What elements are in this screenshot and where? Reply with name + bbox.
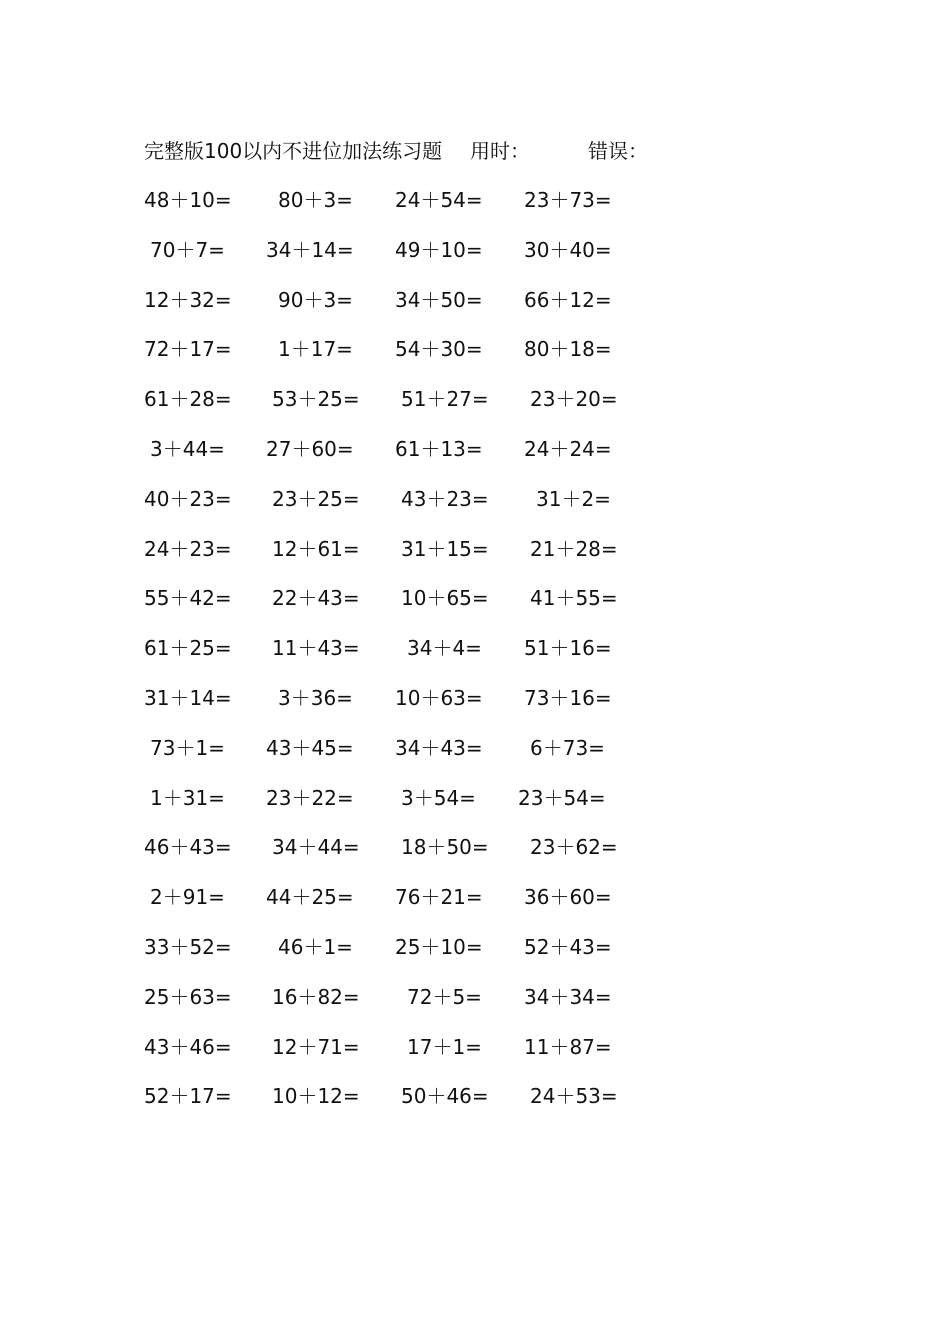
problem-cell: 53＋25=	[272, 387, 360, 412]
problem-cell: 80＋18=	[524, 337, 612, 362]
problem-row	[144, 535, 664, 585]
problem-cell: 33＋52=	[144, 934, 232, 959]
problem-cell: 23＋54=	[518, 785, 606, 810]
problem-cell: 17＋1=	[407, 1034, 482, 1059]
problem-row	[144, 236, 664, 286]
problem-cell: 6＋73=	[530, 735, 605, 760]
problem-cell: 50＋46=	[401, 1084, 489, 1109]
problem-cell: 40＋23=	[144, 486, 232, 511]
problem-cell: 44＋25=	[266, 885, 354, 910]
worksheet-title: 完整版100以内不进位加法练习题	[144, 139, 443, 163]
problem-cell: 23＋25=	[272, 486, 360, 511]
problem-cell: 23＋22=	[266, 785, 354, 810]
problem-cell: 34＋43=	[395, 735, 483, 760]
problem-cell: 51＋16=	[524, 636, 612, 661]
problem-cell: 25＋63=	[144, 984, 232, 1009]
problem-cell: 25＋10=	[395, 934, 483, 959]
problem-cell: 73＋1=	[150, 735, 225, 760]
problem-cell: 41＋55=	[530, 586, 618, 611]
time-label: 用时：	[470, 139, 530, 163]
problem-cell: 72＋5=	[407, 984, 482, 1009]
problem-row	[144, 286, 664, 336]
problem-cell: 34＋4=	[407, 636, 482, 661]
problem-cell: 43＋45=	[266, 735, 354, 760]
problem-cell: 11＋87=	[524, 1034, 612, 1059]
problem-cell: 66＋12=	[524, 287, 612, 312]
problem-cell: 34＋50=	[395, 287, 483, 312]
problem-cell: 48＋10=	[144, 188, 232, 212]
problem-row	[144, 634, 664, 684]
problem-row	[144, 186, 664, 236]
problem-cell: 31＋14=	[144, 685, 232, 710]
problem-cell: 2＋91=	[150, 885, 225, 910]
problem-row	[144, 784, 664, 834]
problem-cell: 49＋10=	[395, 237, 483, 262]
problem-cell: 1＋17=	[278, 337, 353, 362]
problem-cell: 34＋34=	[524, 984, 612, 1009]
problem-row	[144, 1033, 664, 1083]
problem-cell: 43＋46=	[144, 1034, 232, 1059]
problem-cell: 21＋28=	[530, 536, 618, 561]
problem-cell: 3＋44=	[150, 436, 225, 461]
problem-cell: 23＋20=	[530, 387, 618, 412]
problem-cell: 70＋7=	[150, 237, 225, 262]
problem-cell: 24＋23=	[144, 536, 232, 561]
problem-cell: 34＋14=	[266, 237, 354, 262]
problem-row	[144, 584, 664, 634]
problem-cell: 3＋36=	[278, 685, 353, 710]
problem-cell: 12＋61=	[272, 536, 360, 561]
problem-cell: 12＋71=	[272, 1034, 360, 1059]
problem-cell: 46＋1=	[278, 934, 353, 959]
problem-row	[144, 435, 664, 485]
problem-cell: 16＋82=	[272, 984, 360, 1009]
problem-row	[144, 983, 664, 1033]
problem-cell: 52＋17=	[144, 1084, 232, 1109]
problem-cell: 22＋43=	[272, 586, 360, 611]
problem-cell: 61＋28=	[144, 387, 232, 412]
problem-cell: 54＋30=	[395, 337, 483, 362]
error-label: 错误：	[588, 139, 648, 163]
problem-cell: 10＋63=	[395, 685, 483, 710]
problem-cell: 24＋24=	[524, 436, 612, 461]
problem-cell: 73＋16=	[524, 685, 612, 710]
problem-cell: 80＋3=	[278, 188, 353, 212]
problem-cell: 3＋54=	[401, 785, 476, 810]
problem-cell: 24＋53=	[530, 1084, 618, 1109]
problem-row	[144, 933, 664, 983]
problem-row	[144, 485, 664, 535]
problem-cell: 76＋21=	[395, 885, 483, 910]
problem-cell: 90＋3=	[278, 287, 353, 312]
problem-cell: 52＋43=	[524, 934, 612, 959]
problem-row	[144, 385, 664, 435]
problem-cell: 34＋44=	[272, 835, 360, 860]
problem-cell: 1＋31=	[150, 785, 225, 810]
problem-cell: 31＋2=	[536, 486, 611, 511]
problem-row	[144, 684, 664, 734]
problem-cell: 27＋60=	[266, 436, 354, 461]
problem-cell: 30＋40=	[524, 237, 612, 262]
worksheet-header	[144, 136, 744, 166]
problem-row	[144, 335, 664, 385]
problem-grid	[144, 186, 664, 1132]
problem-cell: 10＋65=	[401, 586, 489, 611]
problem-cell: 31＋15=	[401, 536, 489, 561]
problem-row	[144, 1082, 664, 1132]
problem-row	[144, 734, 664, 784]
problem-cell: 72＋17=	[144, 337, 232, 362]
problem-cell: 43＋23=	[401, 486, 489, 511]
problem-cell: 36＋60=	[524, 885, 612, 910]
problem-row	[144, 883, 664, 933]
problem-cell: 51＋27=	[401, 387, 489, 412]
problem-cell: 11＋43=	[272, 636, 360, 661]
problem-cell: 61＋13=	[395, 436, 483, 461]
problem-cell: 23＋73=	[524, 188, 612, 212]
problem-cell: 12＋32=	[144, 287, 232, 312]
problem-cell: 46＋43=	[144, 835, 232, 860]
problem-cell: 18＋50=	[401, 835, 489, 860]
problem-cell: 10＋12=	[272, 1084, 360, 1109]
problem-cell: 24＋54=	[395, 188, 483, 212]
problem-row	[144, 833, 664, 883]
problem-cell: 23＋62=	[530, 835, 618, 860]
problem-cell: 61＋25=	[144, 636, 232, 661]
problem-cell: 55＋42=	[144, 586, 232, 611]
